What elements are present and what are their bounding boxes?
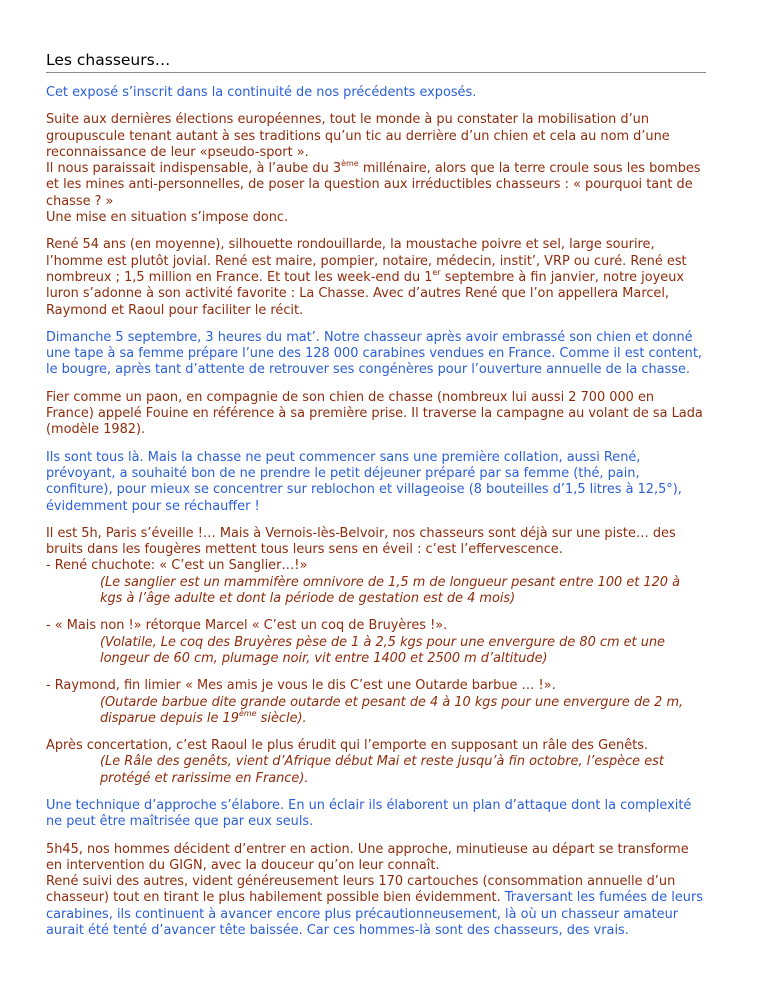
- text-mise-en-situation: Une mise en situation s’impose donc.: [46, 210, 289, 226]
- text-rene-pre: René 54 ans (en moyenne), silhouette rondouillarde, la moustache poivre et sel, large sourire, l’homme est plutôt jovial. René est maire, pompier, notaire, médecin, instit’, VRP ou curé. René est nombreux ; 1,5 million en France. Et tout les week-end du 1: [46, 237, 687, 285]
- note-sanglier: (Le sanglier est un mammifère omnivore de 1,5 m de longueur pesant entre 100 et 120 à kgs à l’âge adulte et dont la période de gestation est de 4 mois): [100, 574, 681, 607]
- note-outarde-pre: (Outarde barbue dite grande outarde et pesant de 4 à 10 kgs pour une envergure de 2 m, disparue depuis le 19: [100, 694, 684, 726]
- dimanche-paragraph: Dimanche 5 septembre, 3 heures du mat’. Notre chasseur après avoir embrassé son chien et donné une tape à sa femme prépare l’une des 128 000 carabines vendues en France. Comme il est content, le bougre, après tant d’attente de retrouver ses congénères pour l’ouverture annuelle de la chasse.: [46, 329, 702, 378]
- document-title: Les chasseurs…: [46, 50, 706, 73]
- collation-paragraph: Ils sont tous là. Mais la chasse ne peut commencer sans une première collation, aussi René, prévoyant, a souhaité bon de ne prendre le petit déjeuner préparé par sa femme (thé, pain, confiture), pour mieux se concentrer sur reblochon et villageoise (8 bouteilles d’1,5 litres à 12,5°), évidemment pour se réchauffer !: [46, 449, 682, 514]
- rene-paragraph: [46, 237, 706, 318]
- text-action: 5h45, nos hommes décident d’entrer en action. Une approche, minutieuse au départ se transforme en intervention du GIGN, avec la douceur qu’on leur connaît.: [46, 841, 689, 873]
- note-rale: (Le Râle des genêts, vient d’Afrique début Mai et reste jusqu’à fin octobre, l’espèce est protégé et rarissime en France).: [100, 754, 664, 786]
- text-raymond: - Raymond, fin limier « Mes amis je vous le dis C’est une Outarde barbue … !».: [46, 678, 556, 694]
- text-rene-post: septembre à fin janvier, notre joyeux luron s’adonne à son activité favorite : La Chasse. Avec d’autres René que l’on appellera Marcel, Raymond et Raoul pour faciliter le récit.: [46, 269, 684, 318]
- superscript: ème: [341, 159, 359, 169]
- action-paragraph: [46, 842, 706, 940]
- coq-paragraph: [46, 618, 706, 667]
- text-elections: Suite aux dernières élections européennes, tout le monde à pu constater la mobilisation d’un groupuscule tenant autant à ses traditions qu’un tic au derrière d’un chien et cela au nom d’une reconnaissance de leur «pseudo-sport ».: [46, 112, 670, 160]
- note-outarde: [46, 695, 706, 728]
- paon-paragraph: Fier comme un paon, en compagnie de son chien de chasse (nombreux lui aussi 2 700 000 en France) appelé Fouine en référence à sa première prise. Il traverse la campagne au volant de sa Lada (modèle 1982).: [46, 389, 703, 438]
- text-marcel: - « Mais non !» rétorque Marcel « C’est un coq de Bruyères !».: [46, 618, 448, 634]
- text-rene-chuchote: - René chuchote: « C’est un Sanglier…!»: [46, 558, 308, 574]
- context-paragraph: [46, 112, 706, 226]
- superscript: er: [432, 267, 441, 277]
- intro-paragraph: Cet exposé s’inscrit dans la continuité de nos précédents exposés.: [46, 85, 477, 100]
- text-piste: Il est 5h, Paris s’éveille !… Mais à Vernois-lès-Belvoir, nos chasseurs sont déjà sur une piste… des bruits dans les fougères mettent tous leurs sens en éveil : c’est l’effervescence.: [46, 525, 676, 558]
- text-fumees: Traversant les fumées de leurs carabines, ils continuent à avancer encore plus précautionneusement, là où un chasseur amateur aurait été tenté d’avancer tête baissée. Car ces hommes-là sont des chasseurs, des vrais.: [46, 890, 703, 939]
- document-page: [46, 50, 706, 950]
- superscript: ème: [238, 708, 257, 718]
- text-raoul: Après concertation, c’est Raoul le plus érudit qui l’emporte en supposant un râle des Genêts.: [46, 738, 649, 754]
- text-cartouches: René suivi des autres, vident généreusement leurs 170 cartouches (consommation annuelle d’un chasseur) tout en tirant le plus habilement possible bien évidemment.: [46, 874, 676, 906]
- sanglier-paragraph: [46, 526, 706, 607]
- technique-paragraph: Une technique d’approche s’élabore. En un éclair ils élaborent un plan d’attaque dont la complexité ne peut être maîtrisée que par eux seuls.: [46, 797, 692, 830]
- rale-paragraph: [46, 738, 706, 787]
- note-outarde-post: siècle).: [256, 710, 307, 726]
- text-question-pre: Il nous paraissait indispensable, à l’aube du 3: [46, 161, 342, 177]
- note-coq: (Volatile, Le coq des Bruyères pèse de 1 à 2,5 kgs pour une envergure de 80 cm et une longeur de 60 cm, plumage noir, vit entre 1400 et 2500 m d’altitude): [100, 634, 665, 666]
- text-question-post: millénaire, alors que la terre croule sous les bombes et les mines anti-personnelles, de poser la question aux irréductibles chasseurs : « pourquoi tant de chasse ? »: [46, 161, 701, 209]
- outarde-paragraph: [46, 678, 706, 727]
